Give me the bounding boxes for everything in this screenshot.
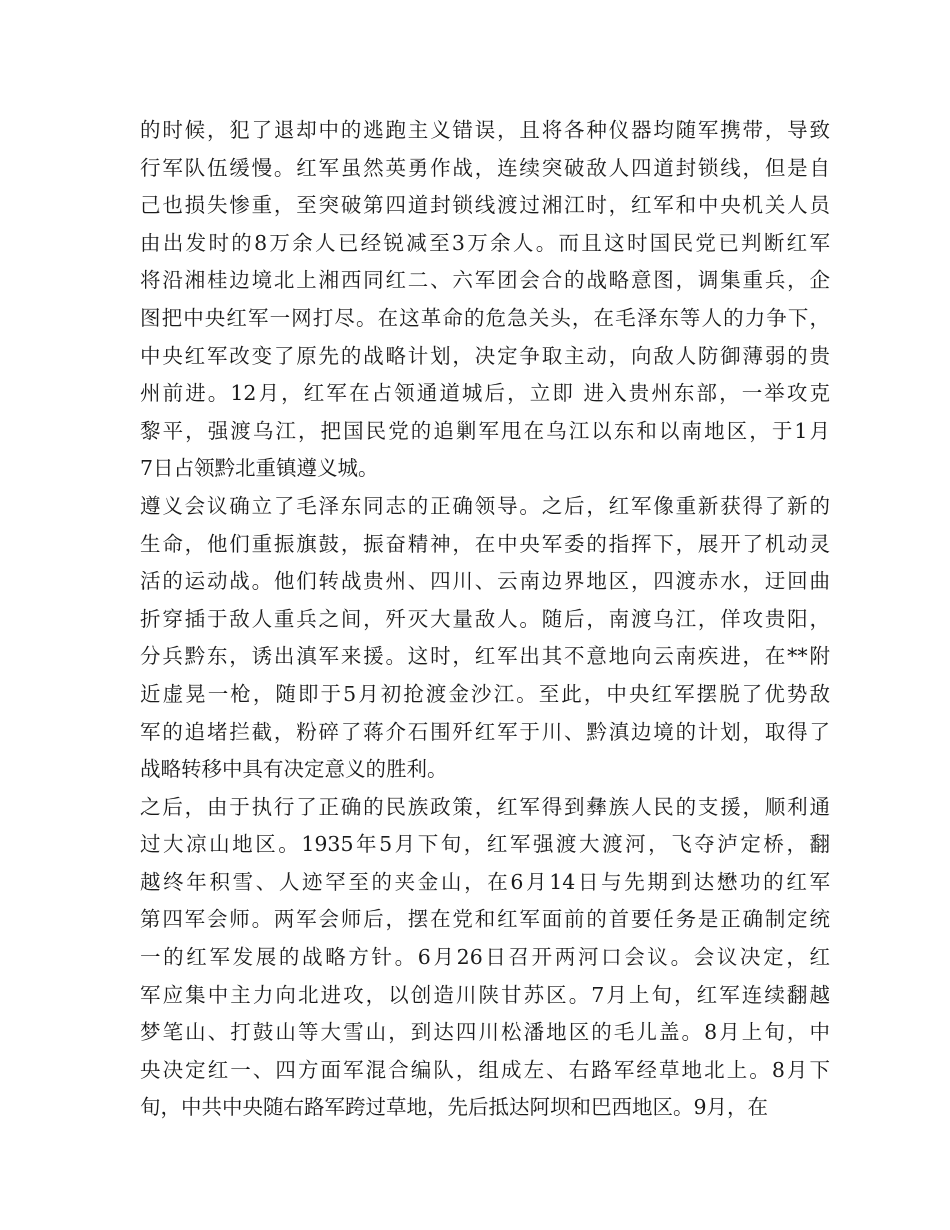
- text-line: 近虚晃一枪，随即于5月初抢渡金沙江。至此，中央红军摆脱了优势敌: [140, 681, 830, 706]
- text-line: 州前进。12月，红军在占领通道城后，立即 进入贵州东部，一举攻克: [140, 381, 830, 406]
- text-line: 旬，中共中央随右路军跨过草地，先后抵达阿坝和巴西地区。9月，在: [140, 1095, 769, 1120]
- text-line: 央决定红一、四方面军混合编队，组成左、右路军经草地北上。8月下: [140, 1057, 830, 1082]
- text-line: 图把中央红军一网打尽。在这革命的危急关头，在毛泽东等人的力争下，: [140, 305, 830, 330]
- paragraph-1: [140, 112, 830, 488]
- text-line: 将沿湘桂边境北上湘西同红二、六军团会合的战略意图，调集重兵，企: [140, 268, 830, 293]
- text-line: 军的追堵拦截，粉碎了蒋介石围歼红军于川、黔滇边境的计划，取得了: [140, 719, 830, 744]
- paragraph-2: [140, 488, 830, 789]
- text-line: 过大凉山地区。1935年5月下旬，红军强渡大渡河，飞夺泸定桥，翻: [140, 832, 830, 857]
- text-line: 军应集中主力向北进攻，以创造川陕甘苏区。7月上旬，红军连续翻越: [140, 982, 830, 1007]
- text-line: 7日占领黔北重镇遵义城。: [140, 456, 379, 481]
- text-line: 遵义会议确立了毛泽东同志的正确领导。之后，红军像重新获得了新的: [140, 493, 830, 518]
- text-line: 生命，他们重振旗鼓，振奋精神，在中央军委的指挥下，展开了机动灵: [140, 531, 830, 556]
- text-line: 分兵黔东，诱出滇军来援。这时，红军出其不意地向云南疾进，在**附: [140, 644, 830, 669]
- text-line: 黎平，强渡乌江，把国民党的追剿军甩在乌江以东和以南地区，于1月: [140, 418, 830, 443]
- text-line: 的时候，犯了退却中的逃跑主义错误，且将各种仪器均随军携带，导致: [140, 118, 830, 142]
- text-line: 越终年积雪、人迹罕至的夹金山，在6月14日与先期到达懋功的红军: [140, 869, 830, 894]
- body-text: [140, 112, 830, 1127]
- text-line: 一的红军发展的战略方针。6月26日召开两河口会议。会议决定，红: [140, 945, 830, 970]
- text-line: 己也损失惨重，至突破第四道封锁线渡过湘江时，红军和中央机关人员: [140, 193, 830, 218]
- text-line: 折穿插于敌人重兵之间，歼灭大量敌人。随后，南渡乌江，佯攻贵阳，: [140, 606, 830, 631]
- text-line: 活的运动战。他们转战贵州、四川、云南边界地区，四渡赤水，迂回曲: [140, 569, 830, 594]
- text-line: 梦笔山、打鼓山等大雪山，到达四川松潘地区的毛儿盖。8月上旬，中: [140, 1020, 830, 1045]
- paragraph-3: [140, 789, 830, 1127]
- text-line: 战略转移中具有决定意义的胜利。: [140, 757, 448, 782]
- text-line: 之后，由于执行了正确的民族政策，红军得到彝族人民的支援，顺利通: [140, 794, 830, 819]
- text-line: 行军队伍缓慢。红军虽然英勇作战，连续突破敌人四道封锁线，但是自: [140, 155, 830, 180]
- text-line: 第四军会师。两军会师后，摆在党和红军面前的首要任务是正确制定统: [140, 907, 830, 932]
- text-line: 中央红军改变了原先的战略计划，决定争取主动，向敌人防御薄弱的贵: [140, 343, 830, 368]
- text-line: 由出发时的8万余人已经锐减至3万余人。而且这时国民党已判断红军: [140, 230, 830, 255]
